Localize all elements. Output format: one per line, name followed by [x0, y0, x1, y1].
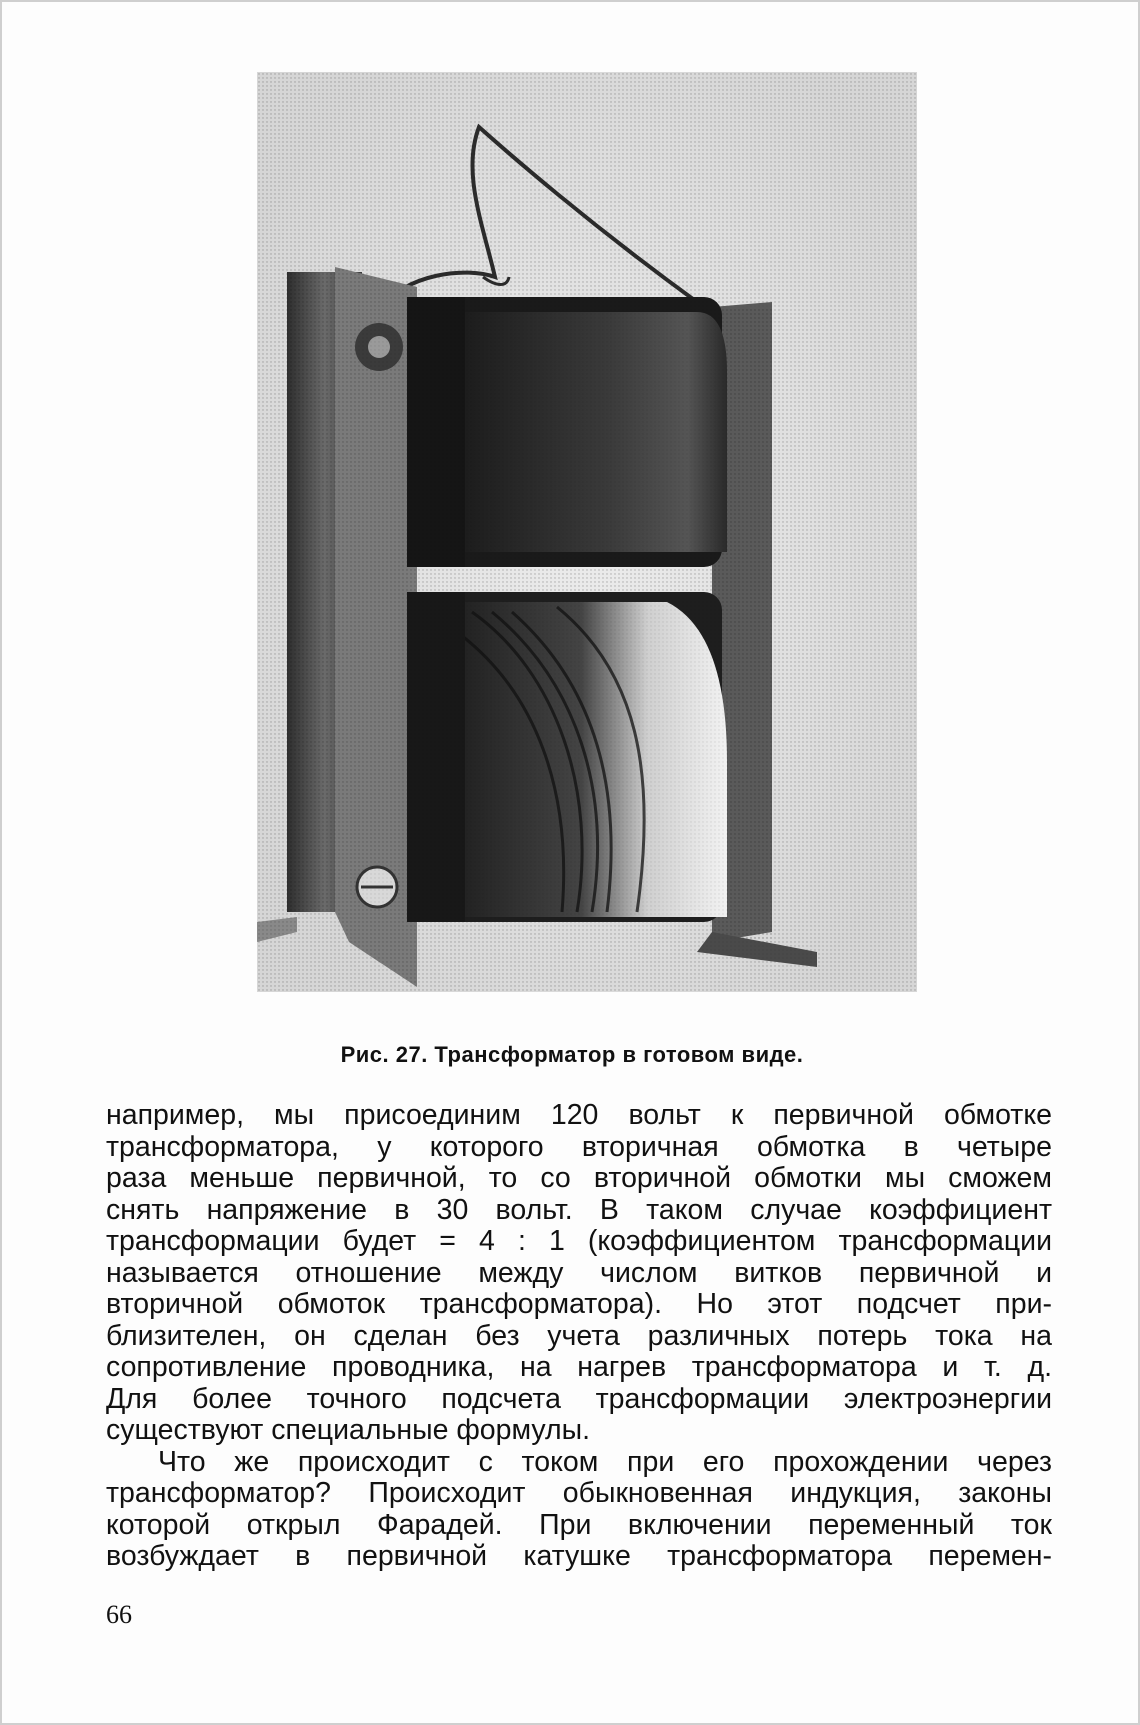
text-line: Что же происходит с током при его прохождении через	[158, 1445, 1052, 1478]
text-line: трансформатор? Происходит обыкновенная индукция, законы	[106, 1477, 1052, 1509]
text-line: раза меньше первичной, то со вторичной обмотки мы сможем	[106, 1162, 1052, 1194]
text-line: трансформации будет = 4 : 1 (коэффициентом трансформации	[106, 1225, 1052, 1257]
body-text	[106, 1100, 1052, 1573]
text-line: существуют специальные формулы.	[106, 1414, 591, 1446]
text-line: сопротивление проводника, на нагрев трансформатора и т. д.	[106, 1351, 1052, 1383]
text-line: возбуждает в первичной катушке трансформатора перемен-	[106, 1540, 1052, 1572]
transformer-photo	[257, 72, 917, 992]
text-line: снять напряжение в 30 вольт. В таком случае коэффициент	[106, 1193, 1052, 1226]
text-line: вторичной обмоток трансформатора). Но этот подсчет при-	[106, 1288, 1052, 1320]
text-line: близителен, он сделан без учета различных потерь тока на	[106, 1319, 1052, 1352]
text-line: Для более точного подсчета трансформации электроэнергии	[106, 1382, 1052, 1415]
figure-caption: Рис. 27. Трансформатор в готовом виде.	[340, 1042, 804, 1067]
text-line: трансформатора, у которого вторичная обмотка в четыре	[106, 1130, 1052, 1163]
page-number: 66	[106, 1600, 132, 1629]
text-line: например, мы присоединим 120 вольт к первичной обмотке	[106, 1099, 1052, 1131]
text-line: называется отношение между числом витков первичной и	[106, 1256, 1052, 1289]
text-line: которой открыл Фарадей. При включении переменный ток	[106, 1508, 1052, 1541]
